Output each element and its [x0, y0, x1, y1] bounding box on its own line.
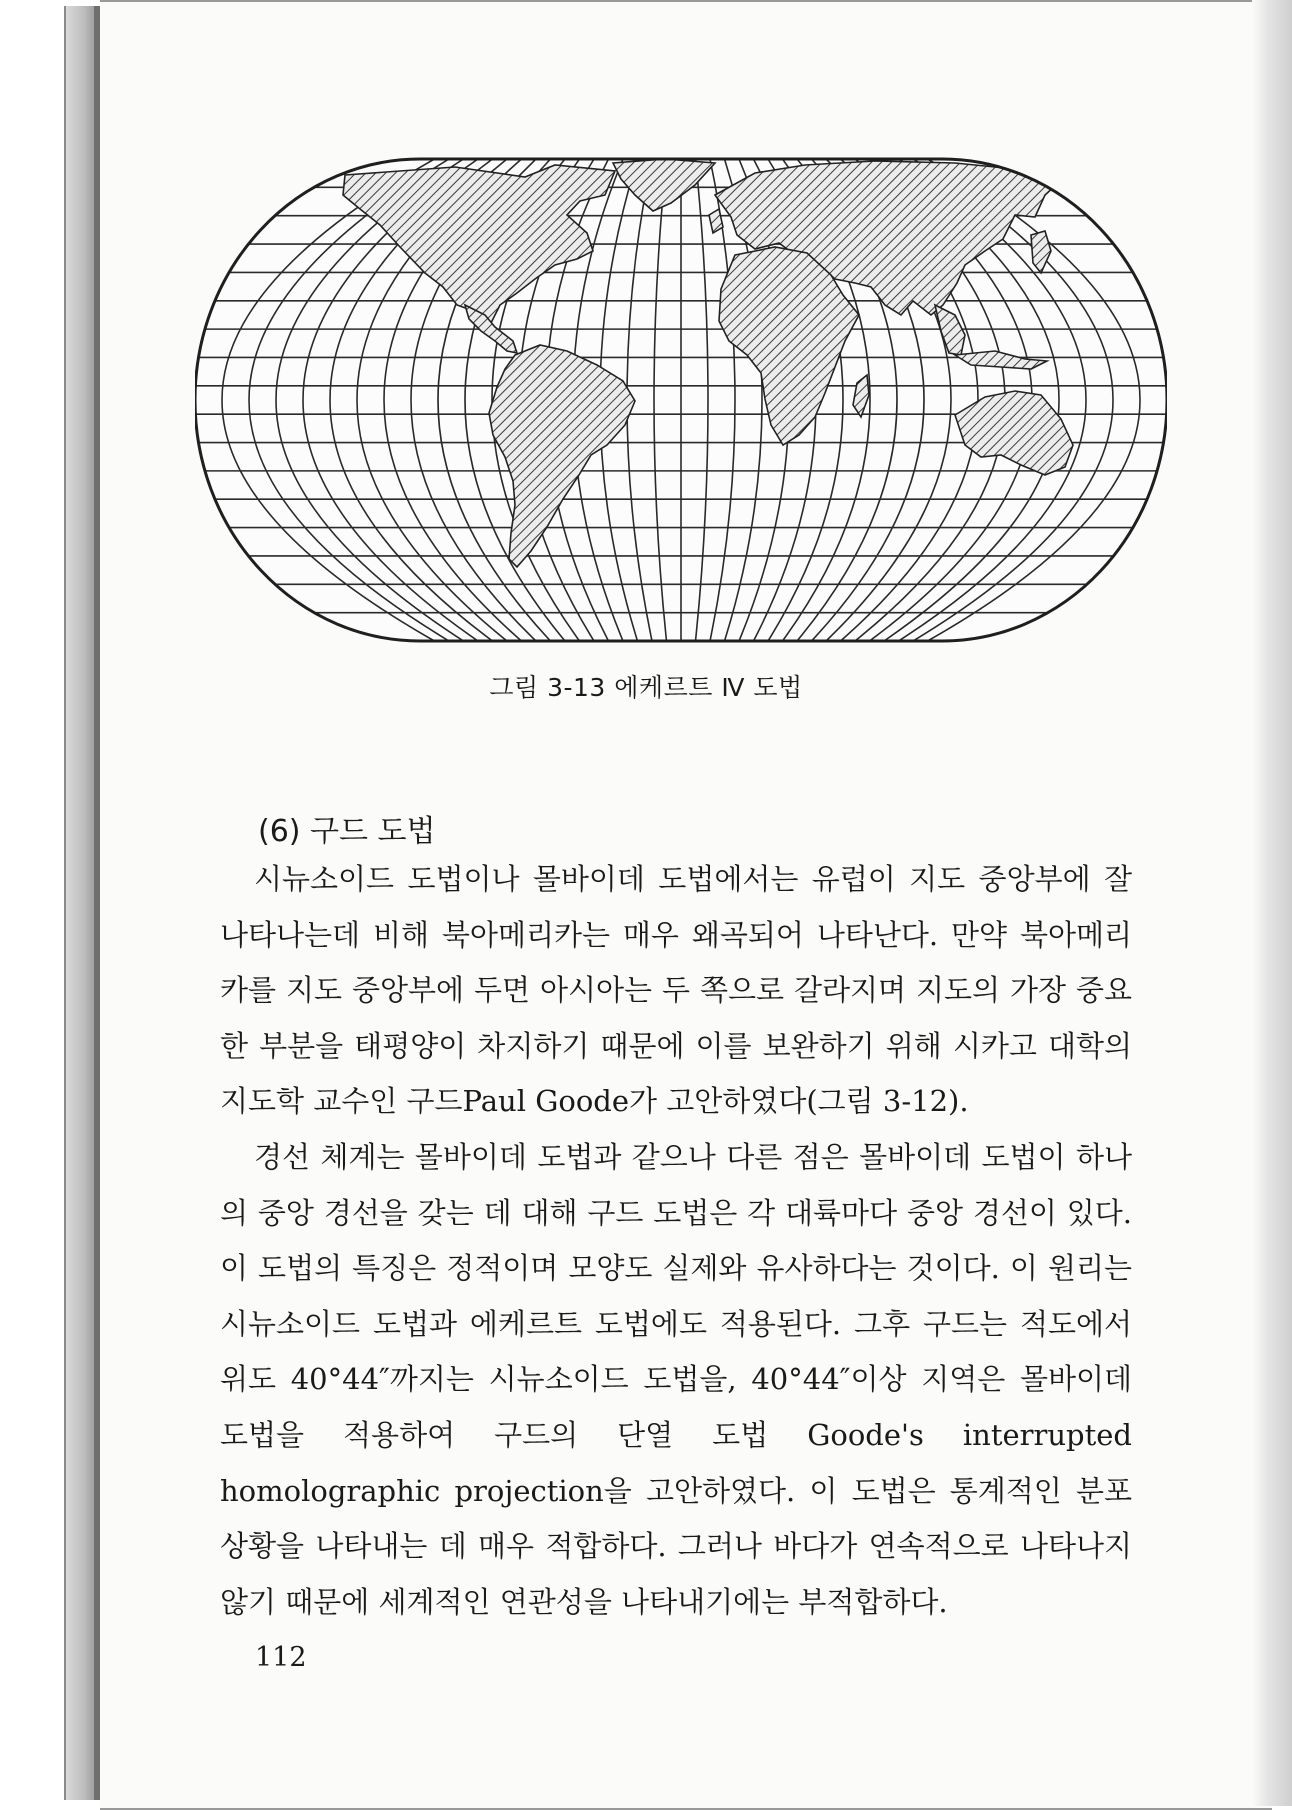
paragraph-2-text: 경선 체계는 몰바이데 도법과 같으나 다른 점은 몰바이데 도법이 하나의 중앙 경선을 갖는 데 대해 구드 도법은 각 대륙마다 중앙 경선이 있다. 이 도법의 특징은 정적이며 모양도 실제와 유사하다는 것이다. 이 원리는 시뉴소이드 도법과 에케르트 도법에도 적용된다. 그후 구드는 적도에서 위도 40°44″까지는 시뉴소이드 도법을, 40°44″이상 지역은 몰바이데 도법을 적용하여 구드의 단열 도법 Goode's interrupted homolographic projection을 고안하였다. 이 도법은 통계적인 분포 상황을 나타내는 데 매우 적합하다. 그러나 바다가 연속적으로 나타나지 않기 때문에 세계적인 연관성을 나타내기에는 부적합하다.	[220, 1139, 1132, 1619]
paragraph-2	[220, 1130, 1132, 1630]
section-title: (6) 구드 도법	[258, 814, 436, 849]
figure-caption: 그림 3-13 에케르트 Ⅳ 도법	[489, 673, 803, 702]
world-map-figure	[195, 155, 1167, 645]
page-right-edge	[1252, 0, 1292, 1806]
body-text	[220, 852, 1132, 1630]
eckert-iv-map	[195, 155, 1167, 645]
paragraph-1	[220, 852, 1132, 1130]
page-number: 112	[255, 1642, 307, 1673]
book-spine	[64, 6, 96, 1800]
paragraph-1-text: 시뉴소이드 도법이나 몰바이데 도법에서는 유럽이 지도 중앙부에 잘 나타나는데 비해 북아메리카는 매우 왜곡되어 나타난다. 만약 북아메리카를 지도 중앙부에 두면 아시아는 두 쪽으로 갈라지며 지도의 가장 중요한 부분을 태평양이 차지하기 때문에 이를 보완하기 위해 시카고 대학의 지도학 교수인 구드Paul Goode가 고안하였다(그림 3-12).	[220, 862, 1132, 1119]
